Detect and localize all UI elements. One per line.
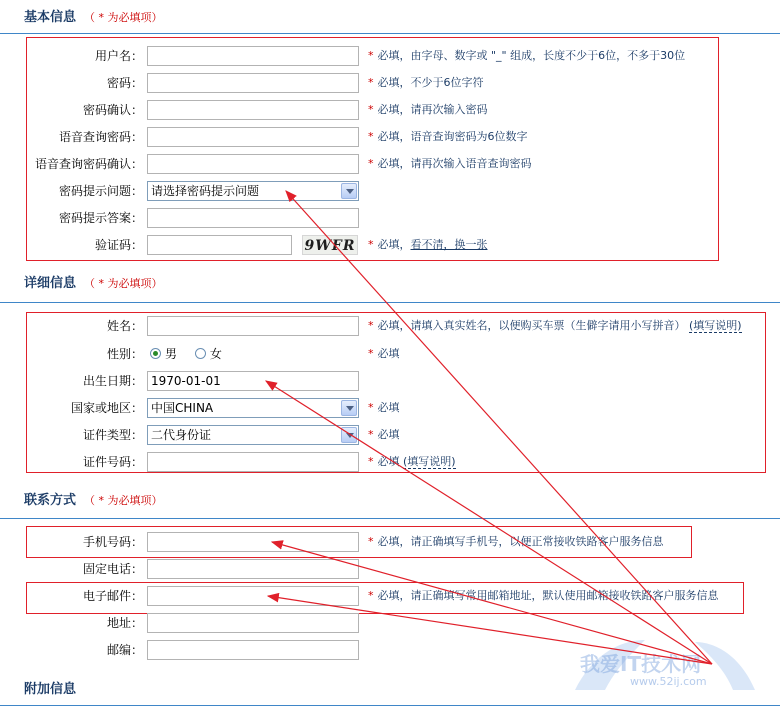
- voice-password-label: 语音查询密码：: [58, 130, 143, 144]
- id-type-hint: * 必填: [368, 428, 400, 441]
- address-label: 地址：: [106, 616, 143, 630]
- gender-hint: * 必填: [368, 347, 400, 360]
- arrow-to-email: [268, 596, 712, 664]
- id-type-label: 证件类型：: [82, 428, 143, 442]
- username-label: 用户名：: [94, 49, 143, 63]
- id-type-selected-value: 二代身份证: [151, 428, 212, 442]
- email-label: 电子邮件：: [82, 589, 143, 603]
- arrow-to-question: [286, 191, 712, 664]
- name-label: 姓名：: [106, 319, 143, 333]
- gender-label: 性别：: [106, 347, 143, 361]
- password-confirm-hint: * 必填，请再次输入密码: [368, 103, 488, 116]
- country-hint: * 必填: [368, 401, 400, 414]
- required-note: （ * 为必填项）: [84, 277, 163, 290]
- arrow-to-mobile: [272, 542, 712, 664]
- watermark-url: www.52ij.com: [630, 675, 707, 688]
- phone-label: 固定电话：: [82, 562, 143, 576]
- watermark-text: 我爱IT技术网: [580, 652, 702, 676]
- mobile-hint: * 必填，请正确填写手机号，以便正常接收铁路客户服务信息: [368, 535, 664, 548]
- id-number-help-link[interactable]: (填写说明): [403, 455, 456, 468]
- country-selected-value: 中国CHINA: [151, 401, 214, 415]
- gender-option-male[interactable]: 男: [150, 347, 177, 361]
- gender-option-female[interactable]: 女: [195, 347, 222, 361]
- email-hint: * 必填，请正确填写常用邮箱地址，默认使用邮箱接收铁路客户服务信息: [368, 589, 719, 602]
- captcha-refresh-link[interactable]: 看不清，换一张: [410, 238, 488, 251]
- password-hint: * 必填，不少于6位字符: [368, 76, 484, 89]
- captcha-image[interactable]: 9WFR: [302, 235, 358, 255]
- section-title-text: 附加信息: [24, 682, 77, 697]
- password-confirm-label: 密码确认：: [82, 103, 143, 117]
- required-note: （ * 为必填项）: [84, 11, 163, 24]
- username-hint: * 必填，由字母、数字或 "_" 组成，长度不少于6位，不多于30位: [368, 49, 686, 62]
- answer-label: 密码提示答案：: [58, 211, 143, 225]
- section-title-text: 联系方式: [24, 493, 77, 508]
- question-label: 密码提示问题：: [58, 184, 143, 198]
- postcode-label: 邮编：: [106, 643, 143, 657]
- voice-password-confirm-hint: * 必填，请再次输入语音查询密码: [368, 157, 532, 170]
- password-label: 密码：: [106, 76, 143, 90]
- required-note: （ * 为必填项）: [84, 494, 163, 507]
- section-title-text: 基本信息: [24, 10, 77, 25]
- name-help-link[interactable]: (填写说明): [689, 319, 742, 332]
- section-title-text: 详细信息: [24, 276, 77, 291]
- birth-label: 出生日期：: [82, 374, 143, 388]
- question-selected-value: 请选择密码提示问题: [151, 184, 260, 198]
- captcha-hint: * 必填，看不清，换一张: [368, 238, 488, 251]
- captcha-label: 验证码：: [94, 238, 143, 252]
- arrow-to-birth: [266, 381, 712, 664]
- voice-password-confirm-label: 语音查询密码确认：: [34, 157, 143, 171]
- voice-password-hint: * 必填，语音查询密码为6位数字: [368, 130, 528, 143]
- mobile-label: 手机号码：: [82, 535, 143, 549]
- id-number-hint: * 必填 (填写说明): [368, 455, 456, 468]
- name-hint: * 必填，请填入真实姓名，以便购买车票（生僻字请用小写拼音） (填写说明): [368, 319, 742, 332]
- id-number-label: 证件号码：: [82, 455, 143, 469]
- country-label: 国家或地区：: [70, 401, 143, 415]
